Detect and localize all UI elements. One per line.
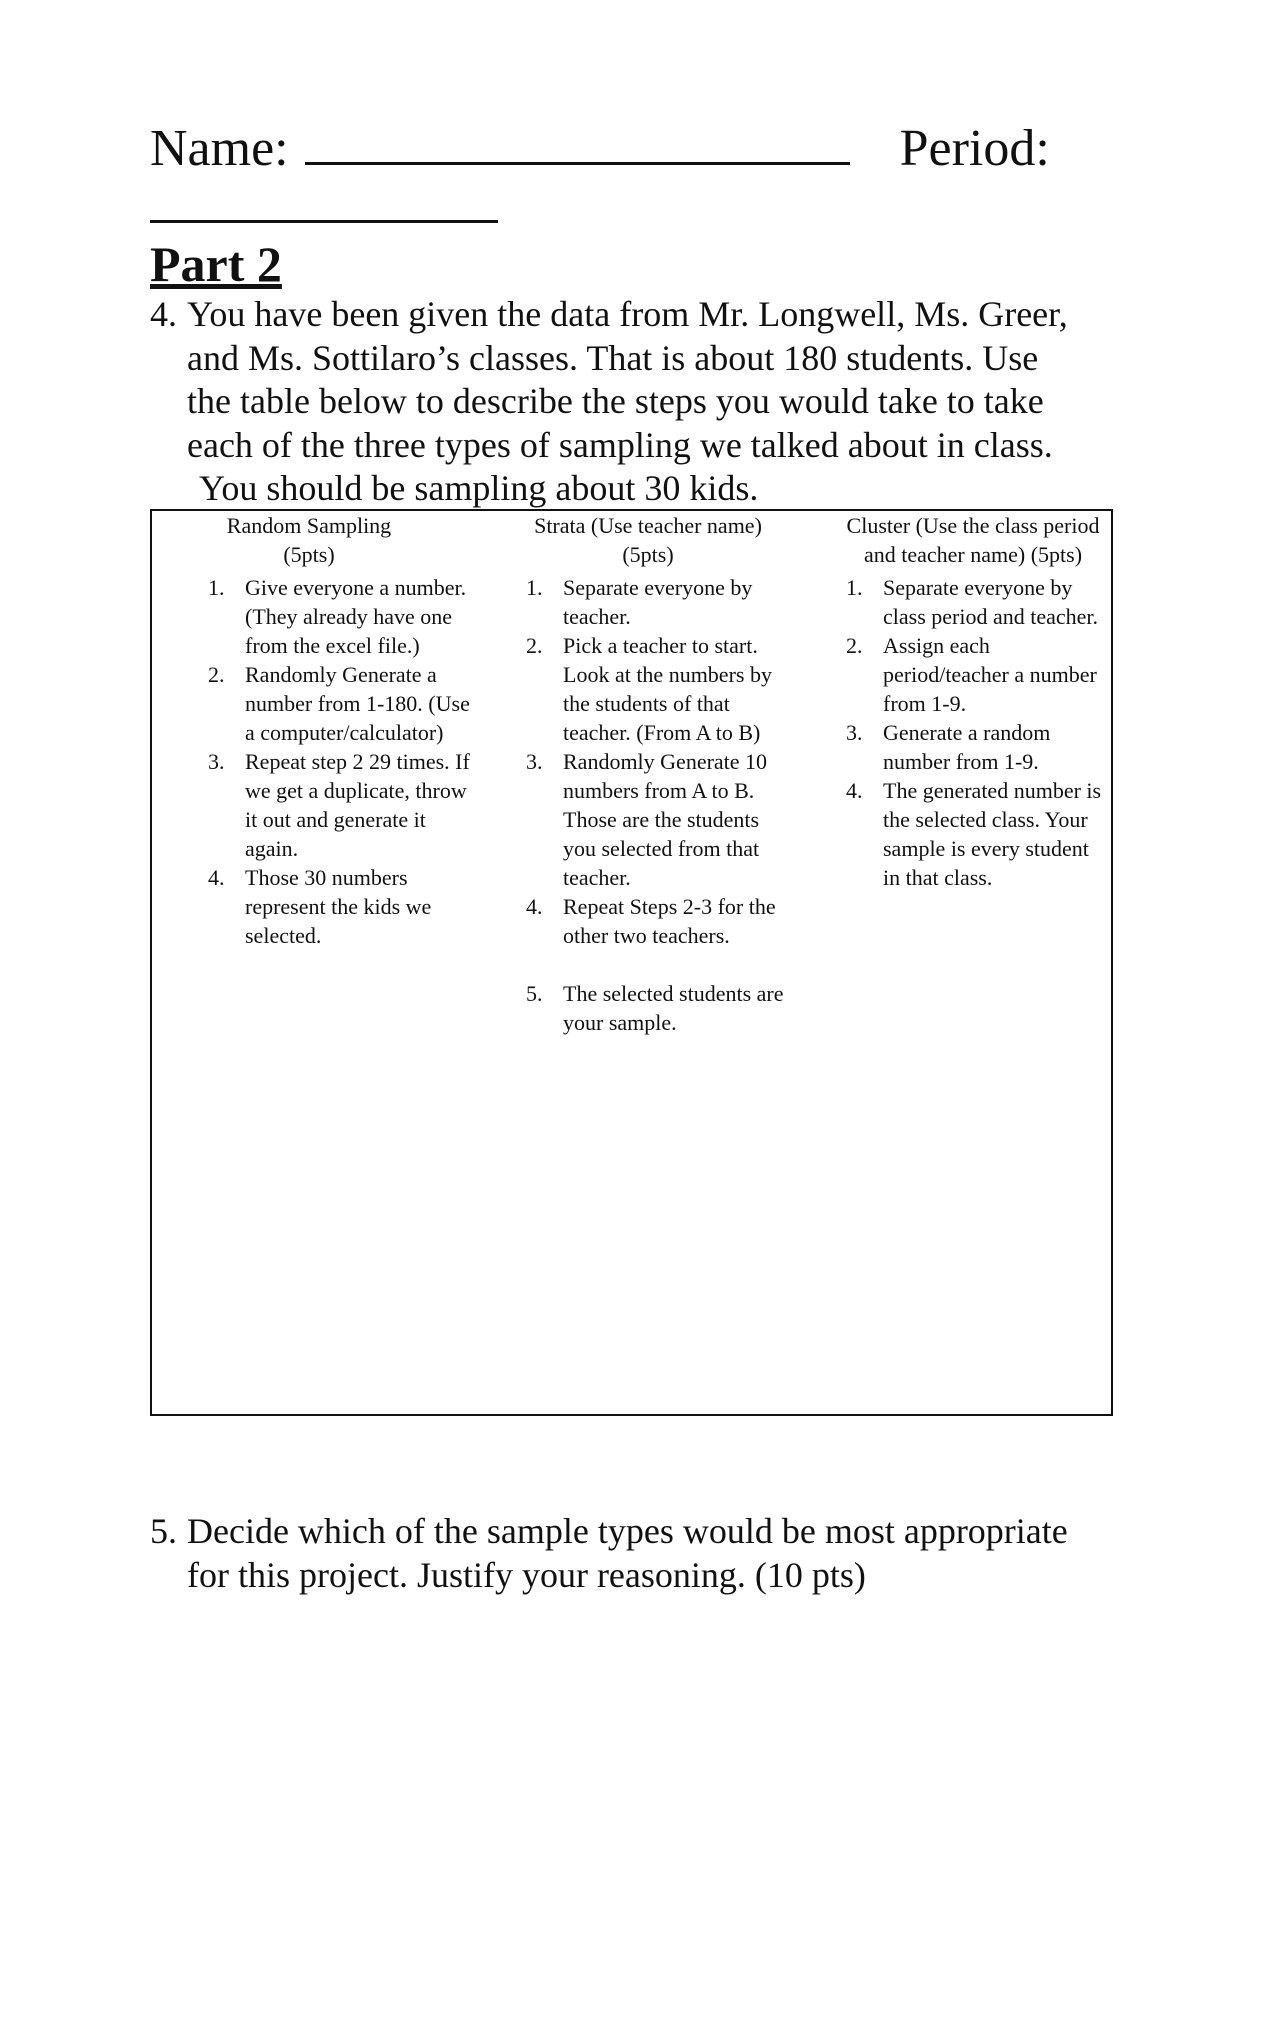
step-text: Repeat step 2 29 times. If we get a duplicate, throw it out and generate it again.: [245, 749, 470, 861]
step-text: Pick a teacher to start. Look at the numbers by the students of that teacher. (From A to B): [563, 633, 772, 745]
name-blank[interactable]: [305, 118, 850, 165]
steps-list: [208, 573, 473, 950]
step-number: 4.: [846, 778, 863, 803]
step-text: Randomly Generate 10 numbers from A to B. Those are the students you selected from that teacher.: [563, 749, 768, 890]
list-item: [526, 631, 796, 747]
question-5-line: Decide which of the sample types would be most appropriate: [187, 1511, 1068, 1551]
list-item: [846, 776, 1108, 892]
step-number: 1.: [846, 575, 863, 600]
step-number: 1.: [526, 575, 543, 600]
list-item: [526, 747, 796, 892]
step-number: 3.: [208, 749, 225, 774]
question-4-line: and Ms. Sottilaro’s classes. That is about 180 students. Use: [187, 337, 1039, 378]
step-number: 4.: [526, 894, 543, 919]
column-title: Cluster (Use the class period: [846, 513, 1100, 538]
step-number: 2.: [208, 662, 225, 687]
list-item: [526, 892, 796, 950]
steps-list: [846, 573, 1108, 892]
list-item: [208, 573, 473, 660]
step-number: 5.: [526, 981, 543, 1006]
question-4: [150, 293, 1130, 511]
list-item: [846, 573, 1108, 631]
list-item: [208, 747, 473, 863]
cluster-sampling-column: [832, 511, 1114, 892]
step-number: 3.: [526, 749, 543, 774]
column-title: Random Sampling: [226, 513, 392, 538]
step-text: The generated number is the selected class. Your sample is every student in that class.: [883, 778, 1102, 890]
step-text: Those 30 numbers represent the kids we selected.: [245, 865, 432, 948]
question-4-number: 4.: [150, 294, 177, 334]
random-sampling-column: [194, 511, 484, 950]
column-header: [512, 511, 784, 569]
column-subtitle: and teacher name) (5pts): [863, 542, 1083, 567]
strata-sampling-column: [512, 511, 802, 1037]
question-5-number: 5.: [150, 1511, 177, 1551]
column-title: Strata (Use teacher name): [534, 513, 762, 538]
list-item: [208, 660, 473, 747]
step-number: 2.: [846, 633, 863, 658]
step-number: 1.: [208, 575, 225, 600]
step-number: 2.: [526, 633, 543, 658]
column-subtitle: (5pts): [622, 542, 674, 567]
name-label: Name:: [150, 120, 289, 177]
list-item: [526, 573, 796, 631]
column-header: [194, 511, 424, 569]
part-title: Part 2: [150, 236, 282, 292]
name-period-header: [150, 118, 1150, 180]
question-5-text: [150, 1510, 1130, 1597]
step-text: Separate everyone by class period and teacher.: [883, 575, 1099, 629]
column-header: [832, 511, 1114, 569]
step-text: Repeat Steps 2-3 for the other two teachers.: [563, 894, 776, 948]
step-text: Give everyone a number. (They already have one from the excel file.): [245, 575, 467, 658]
step-text: Generate a random number from 1-9.: [883, 720, 1051, 774]
question-4-text: [150, 293, 1130, 511]
question-4-line: You have been given the data from Mr. Longwell, Ms. Greer,: [187, 294, 1068, 334]
question-5: [150, 1510, 1130, 1597]
list-item: [846, 718, 1108, 776]
step-text: Randomly Generate a number from 1-180. (Use a computer/calculator): [245, 662, 470, 745]
steps-list: [526, 573, 796, 1037]
step-text: Assign each period/teacher a number from 1-9.: [883, 633, 1097, 716]
step-number: 3.: [846, 720, 863, 745]
step-text: The selected students are your sample.: [563, 981, 784, 1035]
question-4-line: each of the three types of sampling we talked about in class.: [187, 424, 1053, 465]
column-subtitle: (5pts): [283, 542, 335, 567]
list-item: [846, 631, 1108, 718]
question-4-line: the table below to describe the steps you would take to take: [187, 381, 1044, 421]
list-item: [208, 863, 473, 950]
period-blank[interactable]: [150, 220, 498, 223]
question-5-line: for this project. Justify your reasoning. (10 pts): [187, 1554, 866, 1595]
period-label: Period:: [899, 120, 1050, 177]
step-text: Separate everyone by teacher.: [563, 575, 753, 629]
step-number: 4.: [208, 865, 225, 890]
sampling-table: [150, 509, 1113, 1416]
question-4-line: You should be sampling about 30 kids.: [199, 468, 759, 508]
list-item: [526, 979, 796, 1037]
